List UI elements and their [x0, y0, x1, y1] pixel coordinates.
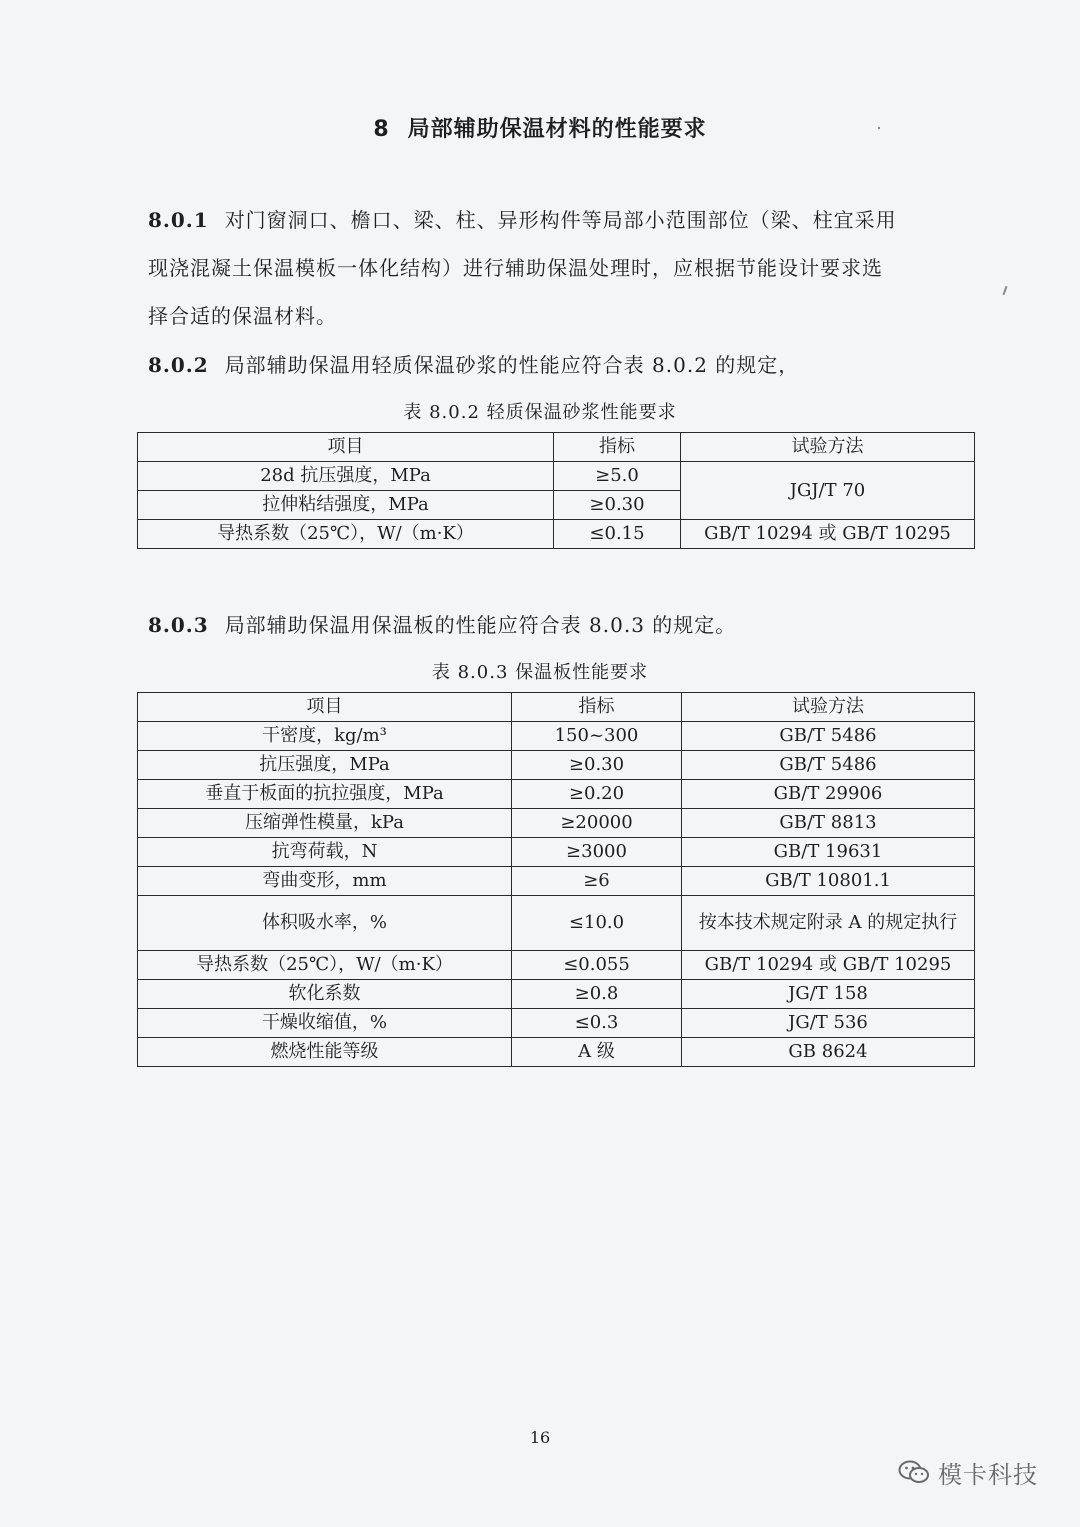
- header-cell: 试验方法: [681, 433, 975, 462]
- watermark-text: 模卡科技: [938, 1460, 1038, 1489]
- method-cell: GB/T 5486: [682, 722, 975, 751]
- clause-number: 8.0.1: [148, 208, 209, 232]
- method-cell: JGJ/T 70: [681, 462, 975, 520]
- table-row: [138, 722, 975, 751]
- item-cell: 拉伸粘结强度，MPa: [138, 491, 554, 520]
- header-cell: 项目: [138, 433, 554, 462]
- method-cell: JG/T 536: [682, 1009, 975, 1038]
- value-cell: A 级: [512, 1038, 682, 1067]
- clause-number: 8.0.2: [148, 353, 209, 377]
- item-cell: 弯曲变形，mm: [138, 867, 512, 896]
- method-cell: GB/T 10294 或 GB/T 10295: [682, 951, 975, 980]
- table-row: [138, 980, 975, 1009]
- clause-line: 对门窗洞口、檐口、梁、柱、异形构件等局部小范围部位（梁、柱宜采用: [224, 208, 897, 232]
- clause-8-0-1: [148, 196, 968, 340]
- value-cell: ≤10.0: [512, 896, 682, 951]
- wechat-icon: [898, 1459, 930, 1485]
- value-cell: ≥6: [512, 867, 682, 896]
- method-cell: GB/T 10801.1: [682, 867, 975, 896]
- item-cell: 28d 抗压强度，MPa: [138, 462, 554, 491]
- table-row: [138, 780, 975, 809]
- method-cell: GB/T 5486: [682, 751, 975, 780]
- method-cell: GB 8624: [682, 1038, 975, 1067]
- scan-speck: [1003, 286, 1008, 295]
- item-cell: 垂直于板面的抗拉强度，MPa: [138, 780, 512, 809]
- clause-text: 局部辅助保温用轻质保温砂浆的性能应符合表 8.0.2 的规定，: [224, 353, 800, 377]
- table-header-row: [138, 693, 975, 722]
- section-heading: [0, 112, 1080, 143]
- item-cell: 软化系数: [138, 980, 512, 1009]
- value-cell: ≥0.30: [554, 491, 681, 520]
- value-cell: ≤0.055: [512, 951, 682, 980]
- item-cell: 导热系数（25℃），W/（m·K）: [138, 951, 512, 980]
- header-cell: 试验方法: [682, 693, 975, 722]
- table-caption: 表 8.0.2 轻质保温砂浆性能要求: [403, 402, 677, 423]
- value-cell: ≤0.15: [554, 520, 681, 549]
- watermark: [898, 1452, 1038, 1492]
- value-cell: ≥5.0: [554, 462, 681, 491]
- value-cell: ≥3000: [512, 838, 682, 867]
- header-cell: 指标: [554, 433, 681, 462]
- clause-8-0-3: [148, 601, 968, 649]
- method-cell: 按本技术规定附录 A 的规定执行: [682, 896, 975, 951]
- value-cell: 150~300: [512, 722, 682, 751]
- table-row: [138, 896, 975, 951]
- method-cell: JG/T 158: [682, 980, 975, 1009]
- clause-text: 局部辅助保温用保温板的性能应符合表 8.0.3 的规定。: [224, 613, 737, 637]
- mortar-performance-table: [137, 432, 975, 549]
- table-row: [138, 1009, 975, 1038]
- clause-line: 现浇混凝土保温模板一体化结构）进行辅助保温处理时，应根据节能设计要求选: [148, 256, 883, 280]
- page-number: 16: [529, 1428, 551, 1447]
- header-cell: 指标: [512, 693, 682, 722]
- table-caption: 表 8.0.3 保温板性能要求: [431, 662, 649, 683]
- table-row: [138, 838, 975, 867]
- section-number: 8: [373, 117, 390, 142]
- table-row: [138, 1038, 975, 1067]
- table-row: [138, 751, 975, 780]
- item-cell: 燃烧性能等级: [138, 1038, 512, 1067]
- method-cell: GB/T 10294 或 GB/T 10295: [681, 520, 975, 549]
- table-row: [138, 462, 975, 491]
- table-row: [138, 951, 975, 980]
- item-cell: 抗压强度，MPa: [138, 751, 512, 780]
- value-cell: ≥0.30: [512, 751, 682, 780]
- section-title: 局部辅助保温材料的性能要求: [407, 117, 707, 142]
- table-row: [138, 867, 975, 896]
- item-cell: 压缩弹性模量，kPa: [138, 809, 512, 838]
- method-cell: GB/T 8813: [682, 809, 975, 838]
- clause-8-0-2: [148, 341, 968, 389]
- table-row: [138, 809, 975, 838]
- item-cell: 干燥收缩值，%: [138, 1009, 512, 1038]
- method-cell: GB/T 29906: [682, 780, 975, 809]
- table-row: [138, 520, 975, 549]
- clause-number: 8.0.3: [148, 613, 209, 637]
- item-cell: 干密度，kg/m³: [138, 722, 512, 751]
- value-cell: ≥0.20: [512, 780, 682, 809]
- value-cell: ≤0.3: [512, 1009, 682, 1038]
- item-cell: 抗弯荷载，N: [138, 838, 512, 867]
- scan-speck: [878, 127, 880, 129]
- item-cell: 体积吸水率，%: [138, 896, 512, 951]
- header-cell: 项目: [138, 693, 512, 722]
- method-cell: GB/T 19631: [682, 838, 975, 867]
- value-cell: ≥20000: [512, 809, 682, 838]
- value-cell: ≥0.8: [512, 980, 682, 1009]
- board-performance-table: [137, 692, 975, 1067]
- table-header-row: [138, 433, 975, 462]
- item-cell: 导热系数（25℃），W/（m·K）: [138, 520, 554, 549]
- clause-line: 择合适的保温材料。: [148, 304, 337, 328]
